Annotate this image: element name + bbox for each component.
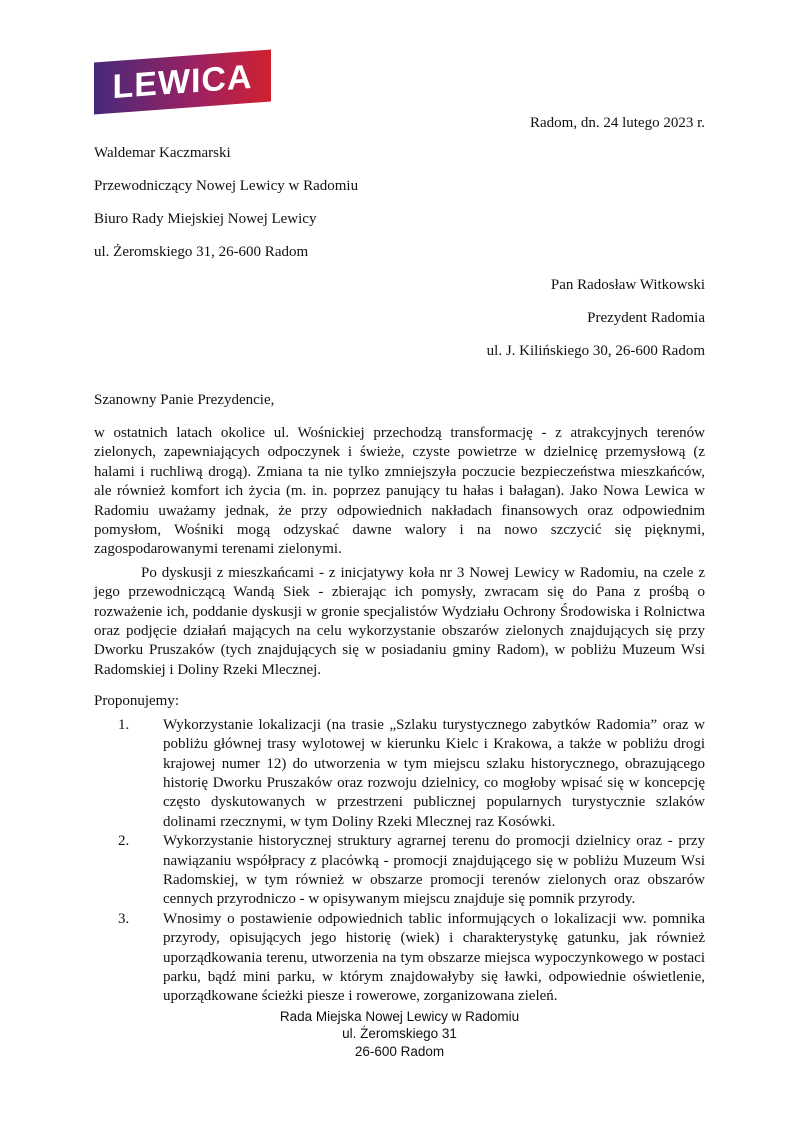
lewica-logo-text: LEWICA [112,57,253,107]
footer-city: 26-600 Radom [354,1043,445,1059]
salutation: Szanowny Panie Prezydencie, [94,392,275,408]
letter-content [0,56,794,1060]
body-paragraph-2: Po dyskusji z mieszkańcami - z inicjatywy koła nr 3 Nowej Lewicy w Radomiu, na czele z jego przewodniczącą Wandą Siek - zbierając ich pomysły, zwracam się do Pana z prośbą o rozważenie ich, poddanie dyskusji w gronie specjalistów Wydziału Ochrony Środowiska i Rolnictwa oraz podjęcie działań mających na celu wykorzystanie obszarów zielonych znajdujących się przy Dworku Pruszaków (tych znajdujących się w posiadaniu gminy Radom), w pobliżu Muzeum Wsi Radomskiej i Doliny Rzeki Mlecznej. [94,564,705,678]
sender-name: Waldemar Kaczmarski [94,145,231,161]
proposal-number: 1. [118,716,130,733]
proposal-text: Wykorzystanie lokalizacji (na trasie „Szlaku turystycznego zabytków Radomia” oraz w pobliżu głównej trasy wylotowej w kierunku Kielc i Krakowa, a także w pobliżu drogi krajowej numer 12) do utworzenia w tym miejscu szlaku historycznego, obrazującego historię Dworku Pruszaków oraz rozwoju dzielnicy, co mogłoby wpisać się w koncepcję często dyskutowanych w przestrzeni publicznej popularnych turystycznie szlaków dolinami rzecznymi, w tym Doliny Rzeki Mlecznej raz Kosówki. [163,716,705,830]
footer-street: ul. Żeromskiego 31 [342,1026,457,1042]
sender-office: Biuro Rady Miejskiej Nowej Lewicy [94,211,317,227]
lewica-logo [94,56,271,108]
sender-title: Przewodniczący Nowej Lewicy w Radomiu [94,178,359,194]
body-paragraph-1: w ostatnich latach okolice ul. Wośnickiej przechodzą transformację - z atrakcyjnych terenów zielonych, zapewniających odpoczynek i świeże, czyste powietrze w dzielnicę przemysłową (z halami i ruchliwą drogą). Zmiana ta nie tylko zmniejszyła poczucie bezpieczeństwa mieszkańców, ale również komfort ich życia (m. in. poprzez panujący tu hałas i bałagan). Jako Nowa Lewica w Radomiu uważamy jednak, że przy odpowiednich nakładach finansowych oraz odpowiednim pomysłom, Wośniki mogą odzyskać dawne walory i na nowo szczycić się pięknymi, zagospodarowanymi terenami zielonymi. [94,425,705,558]
recipient-block [94,274,705,362]
proposal-item-3 [94,910,705,1007]
proposal-number: 2. [118,833,130,850]
recipient-address: ul. J. Kilińskiego 30, 26-600 Radom [486,343,705,359]
proposal-text: Wykorzystanie historycznej struktury agrarnej terenu do promocji dzielnicy oraz - przy nawiązaniu współpracy z placówką - promocji znajdującego się w pobliżu Muzeum Wsi Radomskiej, w tym również w obszarze promocji terenów zielonych oraz obszarów cennych przyrodniczo - w opisywanym miejscu znajduje się pomnik przyrody. [163,833,705,908]
date-line: Radom, dn. 24 lutego 2023 r. [530,115,705,131]
footer-block [94,1008,705,1061]
footer-org: Rada Miejska Nowej Lewicy w Radomiu [279,1008,520,1024]
sender-block [94,142,705,263]
lewica-logo-banner [94,50,271,115]
proposal-item-2 [94,832,705,910]
recipient-title: Prezydent Radomia [587,310,705,326]
proposal-text: Wnosimy o postawienie odpowiednich tablic informujących o lokalizacji ww. pomnika przyrody, opisujących jego historię (wiek) i charakterystykę gatunku, jak również uporządkowania terenu, utworzenia na tym obszarze miejsca wypoczynkowego w postaci parku, bądź mini parku, w którym znajdowałyby się ławki, odpowiednie oświetlenie, uporządkowane ścieżki piesze i rowerowe, zorganizowana zieleń. [163,910,705,1005]
proposals-list [94,716,705,1007]
recipient-name: Pan Radosław Witkowski [550,277,705,293]
proposal-number: 3. [118,910,130,927]
sender-address: ul. Żeromskiego 31, 26-600 Radom [94,244,309,260]
proposals-intro: Proponujemy: [94,693,179,710]
proposal-item-1 [94,716,705,832]
